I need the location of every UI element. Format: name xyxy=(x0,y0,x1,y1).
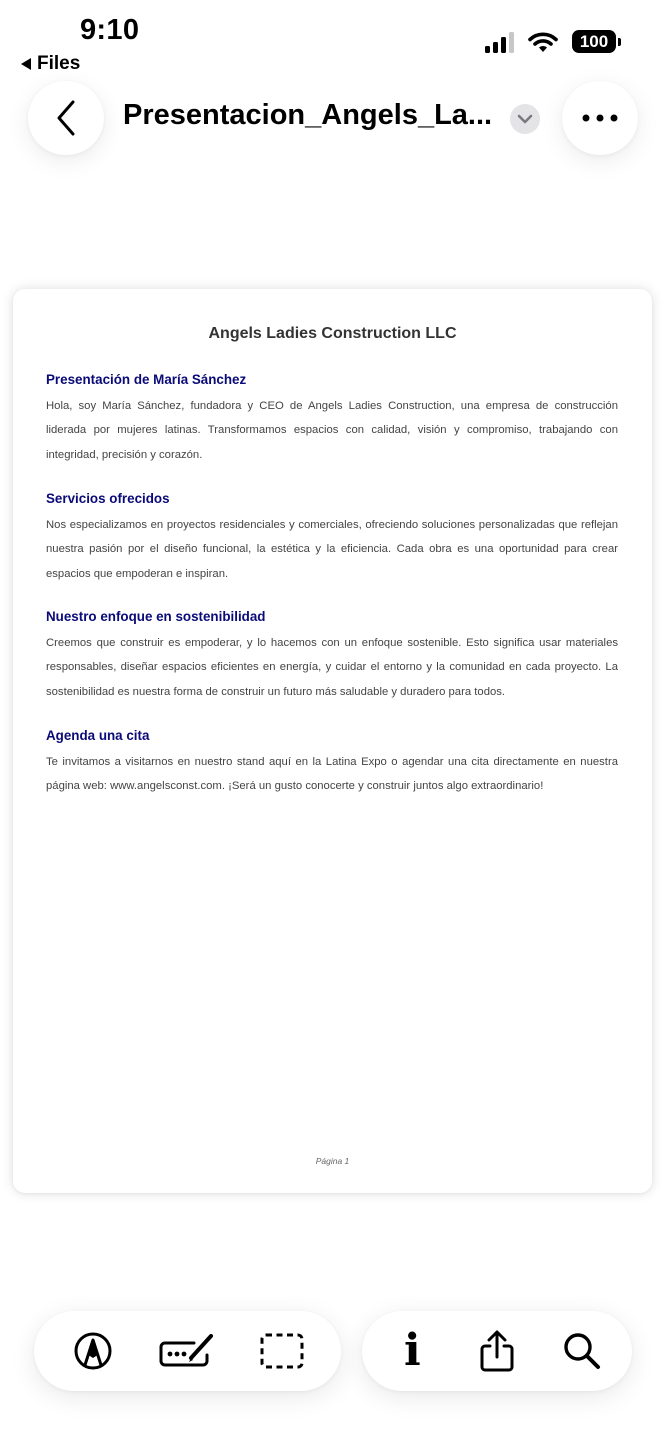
back-triangle-icon xyxy=(21,58,31,70)
section-services xyxy=(46,491,618,586)
section-sustainability xyxy=(46,609,618,704)
status-time: 9:10 xyxy=(80,14,140,46)
autofill-button[interactable] xyxy=(157,1321,217,1381)
section-body: Creemos que construir es empoderar, y lo hacemos con un enfoque sostenible. Esto significa usar materiales responsables, diseñar espacios eficientes en energía, y cuidar el entorno y la comunidad en cada proyecto. La sostenibilidad es nuestra forma de construir un futuro más saludable y duradero para todos. xyxy=(46,637,618,698)
section-heading: Presentación de María Sánchez xyxy=(46,372,247,387)
markup-icon xyxy=(73,1331,113,1371)
section-heading: Servicios ofrecidos xyxy=(46,491,170,506)
back-app-label: Files xyxy=(37,53,81,74)
share-icon xyxy=(479,1330,515,1372)
selection-button[interactable] xyxy=(252,1321,312,1381)
section-body: Hola, soy María Sánchez, fundadora y CEO de Angels Ladies Construction, una empresa de construcción liderada por mujeres latinas. Transformamos espacios con calidad, visión y compromiso, trabajando con integridad, precisión y corazón. xyxy=(46,400,618,461)
autofill-icon xyxy=(158,1331,216,1371)
document-title[interactable]: Presentacion_Angels_La... xyxy=(123,99,493,131)
section-heading: Agenda una cita xyxy=(46,728,150,743)
chevron-left-icon xyxy=(56,100,76,136)
selection-icon xyxy=(259,1332,305,1370)
section-heading: Nuestro enfoque en sostenibilidad xyxy=(46,609,266,624)
section-presentation xyxy=(46,372,618,467)
battery-icon xyxy=(572,30,621,53)
battery-level: 100 xyxy=(572,30,616,53)
chevron-down-icon xyxy=(517,114,533,124)
toolbar-left xyxy=(34,1311,341,1391)
search-icon xyxy=(562,1331,602,1371)
company-title: Angels Ladies Construction LLC xyxy=(208,325,457,342)
more-button[interactable] xyxy=(562,81,638,155)
search-button[interactable] xyxy=(552,1321,612,1381)
back-to-files-link[interactable] xyxy=(21,53,80,75)
status-icons xyxy=(485,30,621,53)
section-body: Te invitamos a visitarnos en nuestro stand aquí en la Latina Expo o agendar una cita directamente en nuestra página web: www.angelsconst.com. ¡Será un gusto conocerte y construir juntos algo extraordinario! xyxy=(46,756,618,793)
section-body: Nos especializamos en proyectos residenciales y comerciales, ofreciendo soluciones personalizadas que reflejan nuestra pasión por el diseño funcional, la estética y la eficiencia. Cada obra es una oportunidad para crear espacios que empoderan e inspiran. xyxy=(46,519,618,580)
share-button[interactable] xyxy=(467,1321,527,1381)
title-menu-button[interactable] xyxy=(510,104,540,134)
back-button[interactable] xyxy=(28,81,104,155)
info-button[interactable] xyxy=(382,1321,442,1381)
toolbar-right xyxy=(362,1311,632,1391)
wifi-icon xyxy=(528,31,558,53)
document-page[interactable] xyxy=(13,289,652,1193)
page-number: Página 1 xyxy=(315,1156,350,1166)
more-icon xyxy=(582,114,618,122)
info-icon: i xyxy=(403,1325,421,1376)
signal-icon xyxy=(485,31,514,53)
section-appointment xyxy=(46,728,618,799)
markup-button[interactable] xyxy=(63,1321,123,1381)
